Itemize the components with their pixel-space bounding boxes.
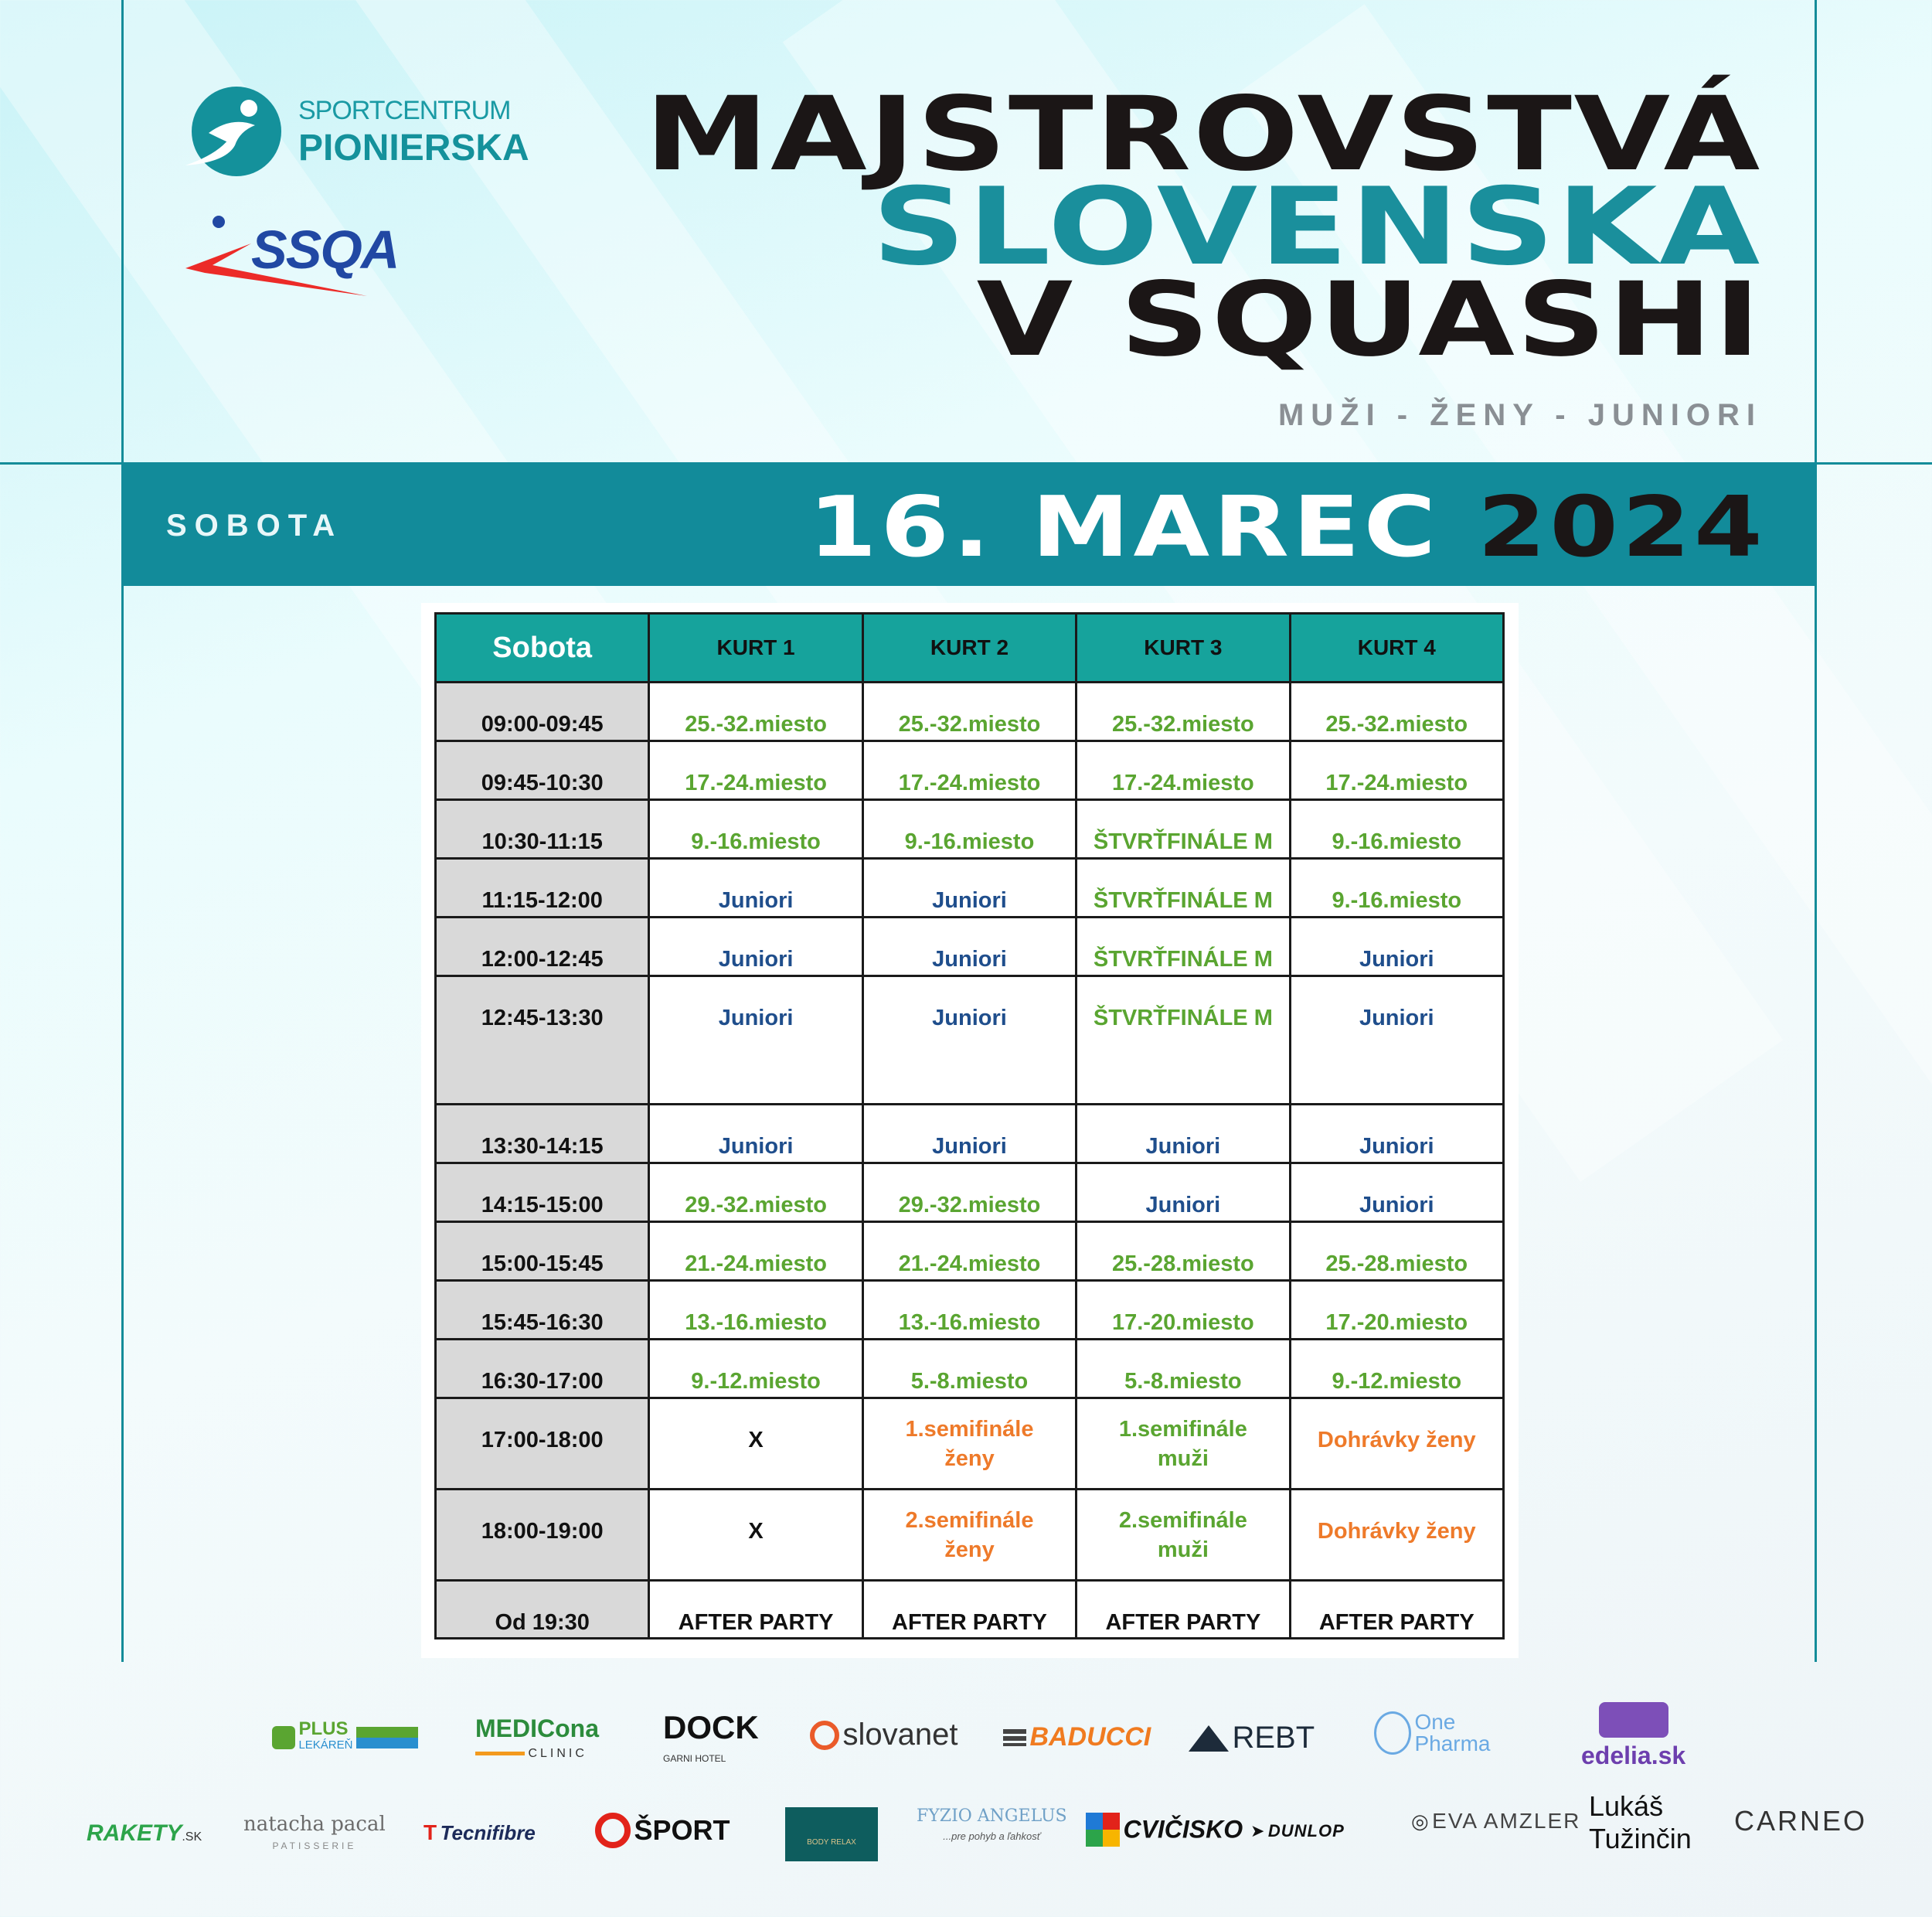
schedule-cell	[1077, 1490, 1290, 1581]
match-label: ŠTVRŤFINÁLE M	[1093, 1006, 1273, 1030]
schedule-cell	[1290, 976, 1503, 1105]
match-label: Juniori	[1359, 947, 1434, 972]
table-row	[436, 1105, 1504, 1163]
subtitle: MUŽI - ŽENY - JUNIORI	[1277, 398, 1762, 432]
match-label: 9.-16.miesto	[1332, 888, 1462, 913]
match-label: 17.-24.miesto	[1325, 771, 1468, 795]
match-label: AFTER PARTY	[678, 1610, 834, 1635]
sponsor-rakety: RAKETY.SK	[87, 1820, 202, 1846]
schedule-sheet	[421, 603, 1519, 1658]
schedule-cell	[862, 741, 1076, 800]
schedule-cell	[649, 918, 862, 976]
match-label: Juniori	[1145, 1134, 1221, 1159]
column-header: KURT 3	[1077, 614, 1290, 683]
match-label: 25.-32.miesto	[898, 712, 1041, 737]
match-label: Juniori	[718, 1006, 794, 1030]
schedule-cell	[1290, 1340, 1503, 1398]
sponsor-sport: ŠPORT	[595, 1813, 730, 1848]
match-label: 1.semifinále ženy	[905, 1417, 1034, 1471]
frame-line-right	[1815, 0, 1817, 1662]
schedule-cell	[862, 1105, 1076, 1163]
table-row	[436, 1340, 1504, 1398]
match-label: Juniori	[1359, 1193, 1434, 1217]
sponsor-body-relax: BODY RELAX	[785, 1807, 878, 1861]
schedule-cell	[862, 1581, 1076, 1639]
title-line-3: V SQUASHI	[976, 260, 1762, 380]
match-label: Juniori	[932, 1006, 1007, 1030]
sponsor-cvicisko: CVIČISKO	[1086, 1813, 1243, 1847]
title-line-2: SLOVENSKA	[872, 165, 1762, 289]
time-slot-label: 13:30-14:15	[481, 1134, 604, 1159]
schedule-cell	[649, 1340, 862, 1398]
column-header: KURT 2	[862, 614, 1076, 683]
time-slot-label: 16:30-17:00	[481, 1369, 604, 1394]
match-label: 21.-24.miesto	[685, 1251, 827, 1276]
date-year: 2024	[1477, 479, 1766, 576]
match-label: Juniori	[718, 888, 794, 913]
schedule-cell	[1077, 976, 1290, 1105]
table-row	[436, 1222, 1504, 1281]
sportcentrum-logo	[178, 85, 529, 178]
match-label: 17.-24.miesto	[898, 771, 1041, 795]
time-slot-label: 09:00-09:45	[481, 712, 604, 737]
date-band	[121, 462, 1816, 586]
match-label: 29.-32.miesto	[898, 1193, 1041, 1217]
schedule-cell	[1290, 1163, 1503, 1222]
schedule-table	[434, 612, 1505, 1639]
table-row	[436, 741, 1504, 800]
schedule-cell	[1077, 1105, 1290, 1163]
schedule-cell	[1077, 859, 1290, 918]
schedule-cell	[1290, 1222, 1503, 1281]
match-label: X	[748, 1519, 764, 1544]
match-label: 9.-16.miesto	[904, 829, 1035, 854]
time-slot-label: 12:45-13:30	[481, 1006, 604, 1030]
time-slot-label: 15:45-16:30	[481, 1310, 604, 1335]
match-label: 25.-32.miesto	[1325, 712, 1468, 737]
schedule-cell	[862, 1398, 1076, 1490]
sponsor-fyzio-angelus: FYZIO ANGELUS ...pre pohyb a ľahkosť	[917, 1806, 1067, 1842]
event-date	[808, 479, 1766, 576]
time-slot	[436, 1163, 649, 1222]
sponsor-one-pharma: One Pharma	[1374, 1711, 1491, 1755]
match-label: 9.-12.miesto	[1332, 1369, 1462, 1394]
time-slot-label: 11:15-12:00	[481, 888, 603, 913]
sponsor-edelia: edelia.sk	[1581, 1702, 1685, 1770]
table-row	[436, 859, 1504, 918]
time-slot	[436, 1222, 649, 1281]
match-label: Dohrávky ženy	[1317, 1428, 1476, 1452]
schedule-cell	[1077, 1163, 1290, 1222]
match-label: 17.-24.miesto	[1111, 771, 1254, 795]
schedule-cell	[649, 1222, 862, 1281]
ssqa-logo	[182, 213, 522, 298]
sponsor-slovanet: slovanet	[810, 1718, 957, 1752]
schedule-cell	[1077, 1340, 1290, 1398]
match-label: 9.-16.miesto	[691, 829, 821, 854]
sportcentrum-line2: PIONIERSKA	[298, 128, 529, 169]
table-row	[436, 800, 1504, 859]
match-label: 5.-8.miesto	[910, 1369, 1029, 1394]
corner-header: Sobota	[436, 614, 649, 683]
schedule-cell	[862, 859, 1076, 918]
schedule-cell	[649, 683, 862, 741]
match-label: Dohrávky ženy	[1317, 1519, 1476, 1544]
day-label: SOBOTA	[166, 509, 343, 543]
schedule-cell	[1290, 859, 1503, 918]
table-row	[436, 1581, 1504, 1639]
schedule-cell	[862, 1340, 1076, 1398]
table-row	[436, 918, 1504, 976]
schedule-cell	[649, 1105, 862, 1163]
match-label: ŠTVRŤFINÁLE M	[1093, 947, 1273, 972]
match-label: ŠTVRŤFINÁLE M	[1093, 888, 1273, 913]
match-label: Juniori	[932, 1134, 1007, 1159]
match-label: ŠTVRŤFINÁLE M	[1093, 829, 1273, 854]
match-label: 29.-32.miesto	[685, 1193, 827, 1217]
time-slot	[436, 800, 649, 859]
time-slot	[436, 1281, 649, 1340]
time-slot	[436, 1105, 649, 1163]
table-header-row	[436, 614, 1504, 683]
match-label: 17.-20.miesto	[1325, 1310, 1468, 1335]
schedule-cell	[1290, 1398, 1503, 1490]
match-label: 9.-12.miesto	[691, 1369, 821, 1394]
schedule-cell	[862, 1222, 1076, 1281]
sponsor-medicona: MEDICona CLINIC	[475, 1714, 599, 1760]
match-label: 17.-20.miesto	[1111, 1310, 1254, 1335]
sponsor-eva-amzler: ◎ EVA AMZLER	[1411, 1809, 1581, 1833]
schedule-cell	[862, 1281, 1076, 1340]
match-label: 13.-16.miesto	[898, 1310, 1041, 1335]
schedule-cell	[649, 1281, 862, 1340]
time-slot-label: 12:00-12:45	[481, 947, 604, 972]
schedule-cell	[1077, 1222, 1290, 1281]
schedule-cell	[649, 1490, 862, 1581]
time-slot	[436, 976, 649, 1105]
schedule-cell	[1077, 1581, 1290, 1639]
schedule-cell	[862, 1490, 1076, 1581]
sponsor-lukas-tuzincin: Lukáš Tužinčin	[1589, 1790, 1692, 1854]
time-slot	[436, 1581, 649, 1639]
schedule-cell	[1077, 800, 1290, 859]
schedule-cell	[1077, 1281, 1290, 1340]
sponsor-plus-lekaren: PLUS LEKÁREŇ	[272, 1722, 418, 1752]
match-label: 13.-16.miesto	[685, 1310, 827, 1335]
schedule-cell	[862, 683, 1076, 741]
match-label: AFTER PARTY	[1105, 1610, 1261, 1635]
match-label: 2.semifinále ženy	[905, 1508, 1034, 1562]
schedule-cell	[1290, 800, 1503, 859]
schedule-cell	[862, 976, 1076, 1105]
match-label: 25.-32.miesto	[1111, 712, 1254, 737]
schedule-cell	[862, 1163, 1076, 1222]
match-label: 9.-16.miesto	[1332, 829, 1462, 854]
time-slot-label: 15:00-15:45	[481, 1251, 604, 1276]
sponsor-rebt: REBT	[1189, 1721, 1315, 1755]
schedule-cell	[1077, 918, 1290, 976]
schedule-cell	[1290, 741, 1503, 800]
schedule-cell	[649, 859, 862, 918]
time-slot	[436, 683, 649, 741]
column-header: KURT 4	[1290, 614, 1503, 683]
schedule-cell	[649, 800, 862, 859]
match-label: 25.-28.miesto	[1111, 1251, 1254, 1276]
match-label: AFTER PARTY	[1318, 1610, 1475, 1635]
time-slot	[436, 859, 649, 918]
schedule-cell	[1290, 1105, 1503, 1163]
time-slot	[436, 1340, 649, 1398]
sponsor-baducci: BADUCCI	[1003, 1722, 1151, 1752]
sponsor-dunlop: ➤ DUNLOP	[1250, 1821, 1345, 1840]
column-header: KURT 1	[649, 614, 862, 683]
match-label: Juniori	[718, 1134, 794, 1159]
match-label: 2.semifinále muži	[1118, 1508, 1247, 1562]
schedule-cell	[862, 918, 1076, 976]
time-slot-label: 10:30-11:15	[481, 829, 603, 854]
match-label: AFTER PARTY	[892, 1610, 1047, 1635]
table-row	[436, 1281, 1504, 1340]
time-slot-label: 14:15-15:00	[481, 1193, 604, 1217]
match-label: 17.-24.miesto	[685, 771, 827, 795]
match-label: 5.-8.miesto	[1124, 1369, 1242, 1394]
table-row	[436, 1163, 1504, 1222]
schedule-cell	[1077, 1398, 1290, 1490]
time-slot-label: Od 19:30	[495, 1610, 590, 1635]
time-slot-label: 18:00-19:00	[481, 1519, 604, 1544]
table-row	[436, 976, 1504, 1105]
match-label: Juniori	[1145, 1193, 1221, 1217]
time-slot	[436, 1490, 649, 1581]
match-label: 25.-28.miesto	[1325, 1251, 1468, 1276]
sponsor-carneo: CARNEO	[1734, 1805, 1868, 1837]
schedule-cell	[1290, 1581, 1503, 1639]
match-label: X	[748, 1428, 764, 1452]
sportcentrum-line1: SPORTCENTRUM	[298, 96, 511, 125]
sponsor-tecnifibre: T Tecnifibre	[423, 1820, 536, 1844]
match-label: Juniori	[1359, 1134, 1434, 1159]
schedule-cell	[649, 976, 862, 1105]
time-slot	[436, 1398, 649, 1490]
schedule-cell	[1077, 741, 1290, 800]
match-label: Juniori	[718, 947, 794, 972]
frame-line-left	[121, 0, 124, 1662]
schedule-cell	[1290, 683, 1503, 741]
date-day-month: 16. MAREC	[808, 479, 1440, 576]
table-row	[436, 1398, 1504, 1490]
time-slot-label: 09:45-10:30	[481, 771, 604, 795]
schedule-cell	[1290, 1281, 1503, 1340]
match-label: 1.semifinále muži	[1118, 1417, 1247, 1471]
sponsor-dock: DOCK GARNI HOTEL	[663, 1709, 759, 1764]
time-slot	[436, 918, 649, 976]
schedule-cell	[1077, 683, 1290, 741]
schedule-cell	[649, 1398, 862, 1490]
schedule-cell	[1290, 918, 1503, 976]
match-label: Juniori	[1359, 1006, 1434, 1030]
match-label: Juniori	[932, 888, 1007, 913]
match-label: 21.-24.miesto	[898, 1251, 1041, 1276]
table-row	[436, 1490, 1504, 1581]
title-line-1: MAJSTROVSTVÁ	[645, 75, 1762, 194]
schedule-cell	[649, 1163, 862, 1222]
match-label: Juniori	[932, 947, 1007, 972]
schedule-cell	[649, 1581, 862, 1639]
match-label: 25.-32.miesto	[685, 712, 827, 737]
schedule-cell	[1290, 1490, 1503, 1581]
time-slot	[436, 741, 649, 800]
time-slot-label: 17:00-18:00	[481, 1428, 604, 1452]
ssqa-text: SSQA	[251, 220, 399, 280]
schedule-cell	[649, 741, 862, 800]
table-row	[436, 683, 1504, 741]
schedule-cell	[862, 800, 1076, 859]
sponsor-natacha-pacal: natacha pacal PATISSERIE	[243, 1813, 386, 1851]
